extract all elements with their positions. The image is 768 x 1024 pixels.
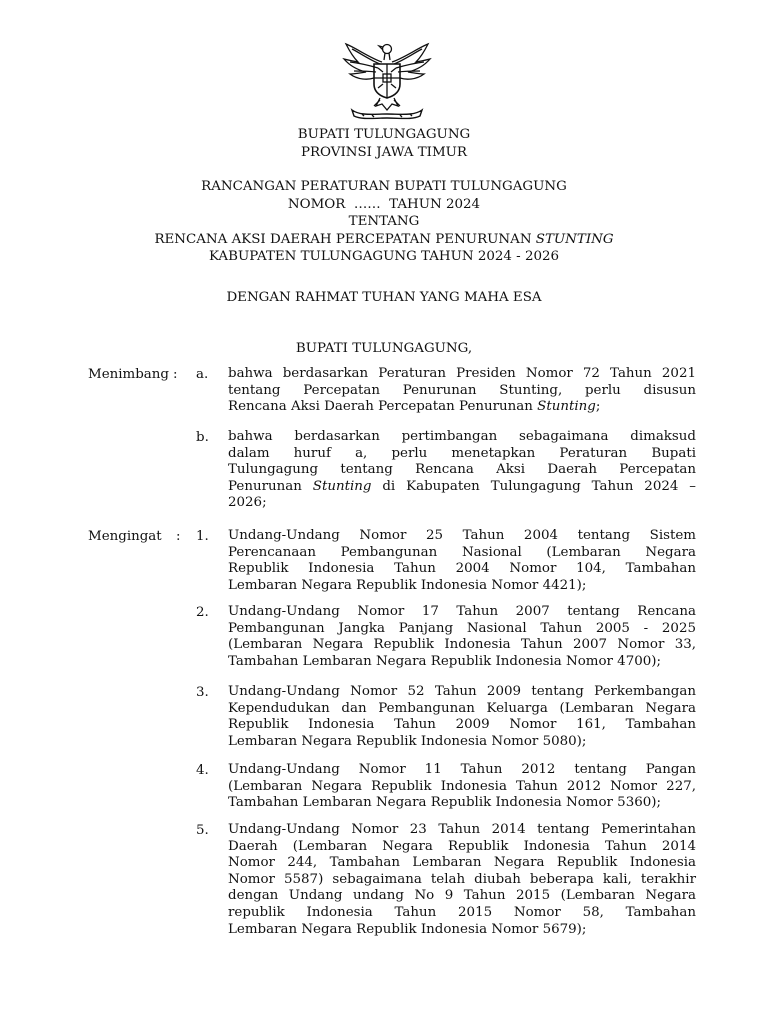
regulation-number: NOMOR …… TAHUN 2024	[287, 196, 481, 212]
regent-title: BUPATI TULUNGAGUNG	[297, 127, 471, 142]
regulation-title-block	[0, 178, 768, 266]
menimbang-colon: :	[173, 367, 178, 382]
regulation-title-line1: RANCANGAN PERATURAN BUPATI TULUNGAGUNG	[201, 179, 567, 194]
regulation-subject: RENCANA AKSI DAERAH PERCEPATAN PENURUNAN STUNTING	[154, 231, 614, 247]
garuda-emblem-icon	[340, 40, 434, 120]
addressee-line: BUPATI TULUNGAGUNG,	[295, 341, 473, 356]
header-block	[0, 126, 768, 161]
mengingat-colon: :	[176, 529, 181, 544]
menimbang-label: Menimbang	[88, 367, 169, 382]
regulation-scope: KABUPATEN TULUNGAGUNG TAHUN 2024 - 2026	[208, 249, 560, 264]
document-page: BUPATI TULUNGAGUNG PROVINSI JAWA TIMUR RANCANGAN PERATURAN BUPATI TULUNGAGUNG NOMOR …… TAHUN 2024 TENTANG RENCANA AKSI DAERAH PERCEPATAN PENURUNAN STUNTING KABUPATEN TULUNGAGUNG TAHUN 2024 - 2026 DENGAN RAHMAT TUHAN YANG MAHA ESA BUPATI TULUNGAGUNG, Menimbang : a. bahwa berdasarkan Peraturan Presiden Nomor 72 Tahun 2021 tentang Percepatan Penurunan Stunting, perlu disusun Rencana Aksi Daerah Percepatan Penurunan Stunting; b. bahwa berdasarkan pertimbangan sebagaimana dimaksud dalam huruf a, perlu menetapkan Peraturan Bupati Tulungagung tentang Rencana Aksi Daerah Percepatan Penurunan Stunting di Kabupaten Tulungagung Tahun 2024 – 2026; Mengingat : 1. Undang-Undang Nomor 25 Tahun 2004 tentang Sistem Perencanaan Pembangunan Nasional (Lembaran Negara Republik Indonesia Tahun 2004 Nomor 104, Tambahan Lembaran Negara Republik Indonesia Nomor 4421); 2. Undang-Undang Nomor 17 Tahun 2007 tentang Rencana Pembangunan Jangka Panjang Nasional Tahun 2005 - 2025 (Lembaran Negara Republik Indonesia Tahun 2007 Nomor 33, Tambahan Lembaran Negara Republik Indonesia Nomor 4700); 3. Undang-Undang Nomor 52 Tahun 2009 tentang Perkembangan Kependudukan dan Pembangunan Keluarga (Lembaran Negara Republik Indonesia Tahun 2009 Nomor 161, Tambahan Lembaran Negara Republik Indonesia Nomor 5080); 4. Undang-Undang Nomor 11 Tahun 2012 tentang Pangan (Lembaran Negara Republik Indonesia Tahun 2012 Nomor 227, Tambahan Lembaran Negara Republik Indonesia Nomor 5360); 5. Undang-Undang Nomor 23 Tahun 2014 tentang Pemerintahan Daerah (Lembaran Negara Republik Indonesia Tahun 2014 Nomor 244, Tambahan Lembaran Negara Republik Indonesia Nomor 5587) sebagaimana telah diubah beberapa kali, terakhir dengan Undang undang No 9 Tahun 2015 (Lembaran Negara republik Indonesia Tahun 2015 Nomor 58, Tambahan Lembaran Negara Republik Indonesia Nomor 5679);	[0, 0, 768, 1024]
province-title: PROVINSI JAWA TIMUR	[300, 144, 468, 160]
mengingat-label: Mengingat	[88, 529, 162, 544]
regulation-about: TENTANG	[348, 214, 420, 229]
blessing-line: DENGAN RAHMAT TUHAN YANG MAHA ESA	[226, 290, 542, 305]
